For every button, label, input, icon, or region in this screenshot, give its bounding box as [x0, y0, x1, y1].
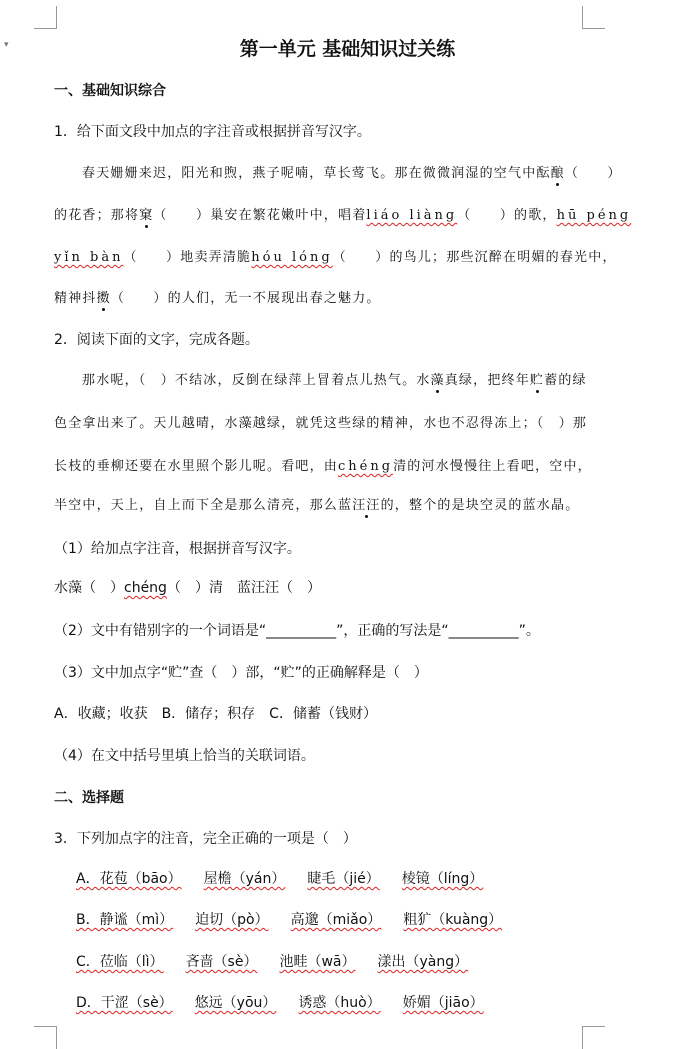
dotted-char: 藻: [430, 373, 445, 388]
option-item: C．莅临（lì）: [76, 954, 164, 970]
page-title: 第一单元 基础知识过关练: [239, 38, 456, 60]
option-item: 粗犷（kuàng）: [403, 912, 503, 928]
text: 清的河水慢慢往上看吧，空中，: [393, 459, 592, 474]
text: 长枝的垂柳还要在水里照个影儿呢。看吧，由: [54, 459, 339, 474]
corner-mark-top-right: [582, 6, 605, 29]
side-mark-icon: ▾: [4, 40, 9, 50]
option-item: 棱镜（líng）: [401, 871, 484, 887]
pinyin: yǐn bàn: [54, 250, 124, 265]
dotted-char: 窠: [139, 208, 154, 223]
text: 精神抖: [54, 291, 97, 306]
section-heading-basic: 一、基础知识综合: [54, 83, 166, 99]
text: 蓄的绿: [544, 373, 587, 388]
q2-sub-1-items: [54, 577, 321, 597]
answer-blank: （ ）: [564, 166, 622, 181]
q1-passage-line-2: [54, 204, 631, 223]
option-item: D．干涩（sè）: [76, 995, 173, 1011]
dotted-char: 贮: [529, 373, 545, 388]
section-heading-choice: 二、选择题: [54, 790, 124, 806]
option-item: B．静谧（mì）: [76, 912, 174, 928]
option-item: 屋檐（yán）: [203, 871, 286, 887]
question-1-prompt: 1．给下面文段中加点的字注音或根据拼音写汉字。: [54, 124, 371, 140]
q2-sub-3-options: A．收藏；收获 B．储存；积存 C．储蓄（钱财）: [54, 706, 377, 722]
text: 半空中，天上，自上而下全是那么清亮，那么蓝: [54, 498, 353, 513]
option-item: A．花苞（bāo）: [76, 871, 182, 887]
q1-passage-line-4: [54, 287, 381, 306]
text: （ ）清 蓝汪汪（ ）: [166, 580, 321, 596]
q2-passage-line-4: [54, 494, 579, 513]
option-item: 池畦（wā）: [279, 954, 356, 970]
q2-passage-line-2: 色全拿出来了。天儿越晴，水藻越绿，就凭这些绿的精神，水也不忍得冻上；（ ）那: [54, 416, 588, 431]
text: 的，整个的是块空灵的蓝水晶。: [380, 498, 580, 513]
q1-passage-line-1: [82, 162, 622, 181]
dotted-char: 擞: [96, 291, 111, 306]
option-item: 悠远（yōu）: [194, 995, 277, 1011]
pinyin: hóu lóng: [251, 250, 333, 265]
q2-passage-line-1: [82, 369, 587, 388]
q1-passage-line-3: [54, 246, 617, 265]
option-item: 漾出（yàng）: [377, 954, 469, 970]
text: 春天姗姗来迟，阳光和煦，燕子呢喃，草长莺飞。那在微微润湿的空气中酝: [82, 166, 551, 181]
text: 那水呢，（ ）不结冰，反倒在绿萍上冒着点儿热气。水: [82, 373, 431, 388]
dotted-char: 酿: [550, 166, 565, 181]
text: （ ）的人们，无一不展现出春之魅力。: [110, 291, 381, 306]
corner-mark-top-left: [34, 6, 57, 29]
option-d: [76, 992, 506, 1012]
text: （ ）地卖弄清脆: [123, 250, 252, 265]
option-a: [76, 868, 505, 888]
q2-sub-2: （2）文中有错别字的一个词语是“__________”，正确的写法是“__________”。: [54, 623, 540, 639]
dotted-char: 汪汪: [352, 498, 381, 513]
option-item: 高邈（miǎo）: [290, 912, 382, 928]
question-2-prompt: 2．阅读下面的文字，完成各题。: [54, 332, 259, 348]
pinyin: hū péng: [556, 208, 632, 223]
option-item: 迫切（pò）: [195, 912, 269, 928]
option-item: 吝啬（sè）: [185, 954, 258, 970]
question-3-prompt: 3．下列加点字的注音，完全正确的一项是（ ）: [54, 831, 357, 847]
option-item: 睫毛（jié）: [307, 871, 380, 887]
q2-sub-3: （3）文中加点字“贮”查（ ）部，“贮”的正确解释是（ ）: [54, 665, 428, 681]
option-c: [76, 951, 490, 971]
option-b: [76, 909, 524, 929]
text: 的花香；那将: [54, 208, 140, 223]
text: 水藻（ ）: [54, 580, 124, 596]
option-item: 娇媚（jiāo）: [402, 995, 484, 1011]
pinyin: chéng: [124, 580, 167, 596]
pinyin: chéng: [338, 459, 394, 474]
pinyin: liáo liàng: [366, 208, 458, 223]
q2-sub-4: （4）在文中括号里填上恰当的关联词语。: [54, 748, 315, 764]
q2-sub-1: （1）给加点字注音，根据拼音写汉字。: [54, 541, 301, 557]
q2-passage-line-3: [54, 455, 592, 474]
text: （ ）的鸟儿；那些沉醉在明媚的春光中，: [332, 250, 617, 265]
option-item: 诱惑（huò）: [298, 995, 381, 1011]
text: （ ）巢安在繁花嫩叶中，唱着: [153, 208, 367, 223]
text: （ ）的歌，: [457, 208, 557, 223]
text: 真绿，把终年: [444, 373, 530, 388]
